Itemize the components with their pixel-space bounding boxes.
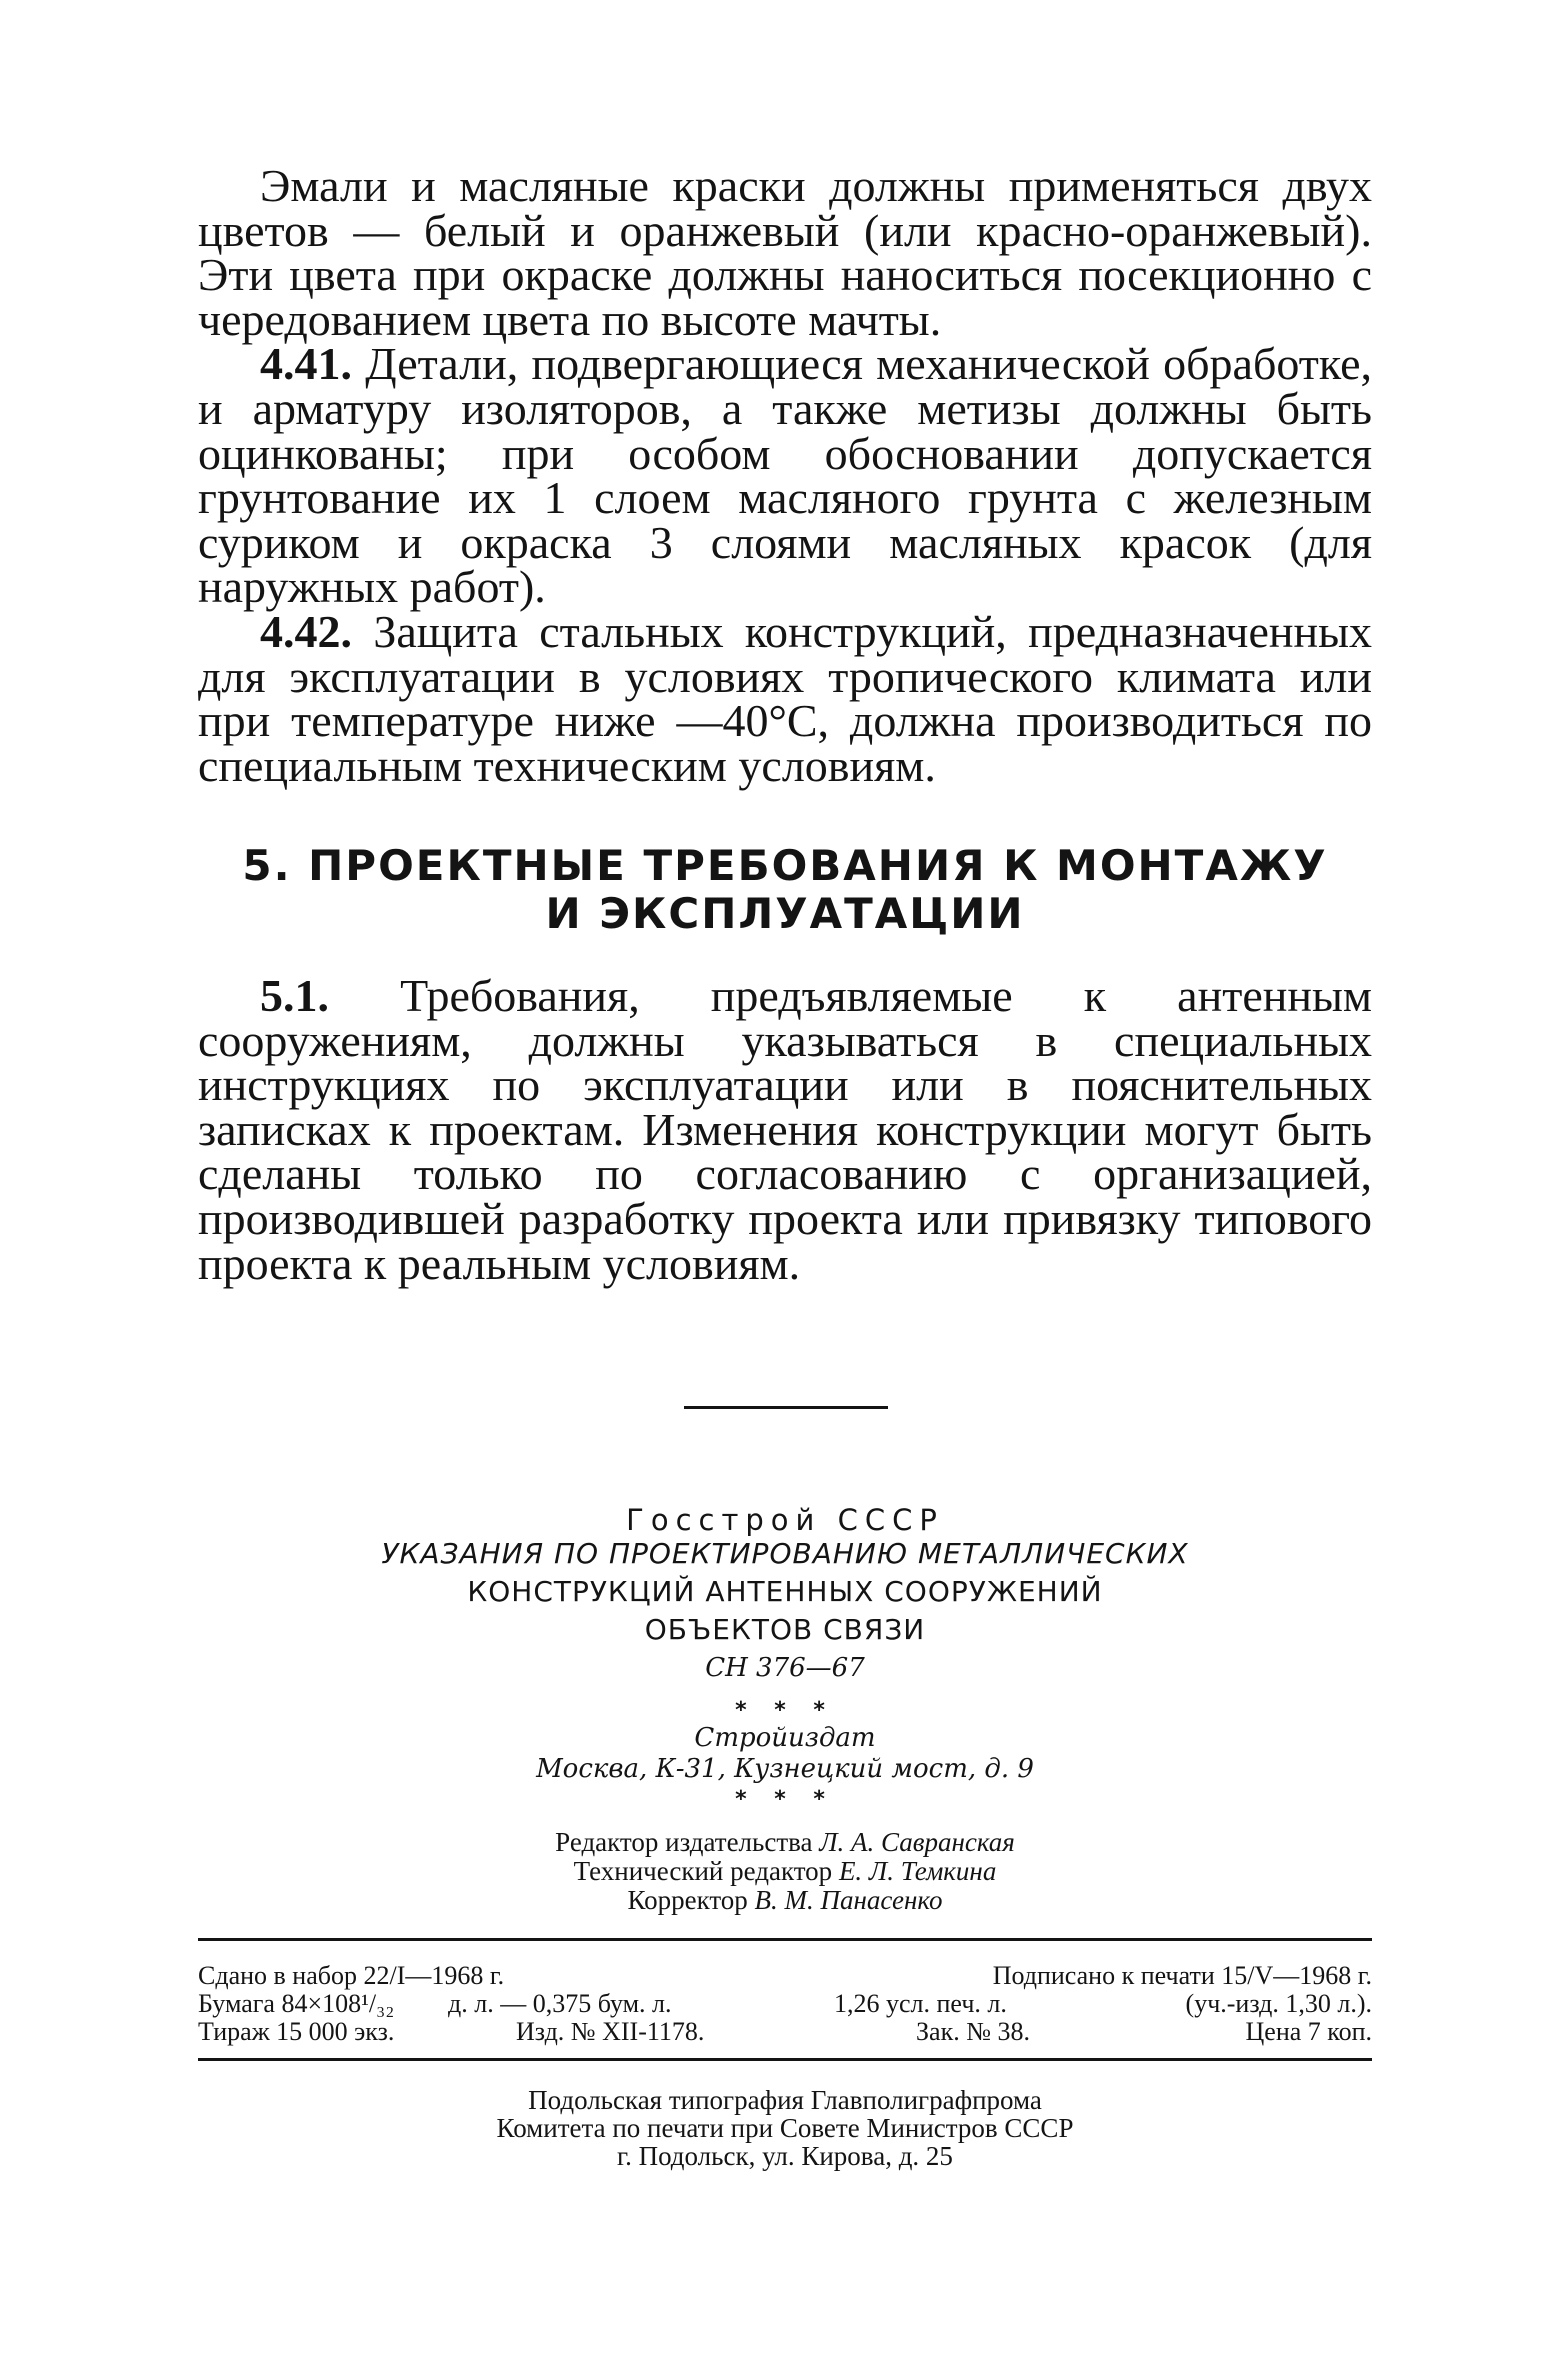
printer-line: Подольская типография Главполиграфпрома [528,2085,1042,2115]
imprint-publisher: Стройиздат [694,1723,876,1753]
clause-text: Детали, подвергающиеся механической обработке, и арматуру изоляторов, а также метизы должны быть оцинкованы; при особом обосновании допускается грунтование их 1 слоем масляного грунта с железным суриком и окраска 3 слоями масляных красок (для наружных работ). [198,338,1372,613]
clause-number: 4.42. [260,605,352,657]
credit-corrector [198,1886,1372,1915]
print-run: Тираж 15 000 экз. [198,2017,395,2046]
section-heading-line: И ЭКСПЛУАТАЦИИ [545,889,1025,938]
imprint-address: Москва, К-31, Кузнецкий мост, д. 9 [536,1754,1034,1784]
publisher-sheets: (уч.-изд. 1,30 л.). [1185,1989,1372,2018]
credit-label: Редактор издательства [555,1827,813,1857]
credit-editor [198,1828,1372,1857]
imprint-rule-bottom [198,2058,1372,2061]
paragraph-enamels: Эмали и масляные краски должны применяться двух цветов — белый и оранжевый (или красно-оранжевый). Эти цвета при окраске должны наноситься посекционно с чередованием цвета по высоте мачты. [198,160,1372,345]
section-heading-line: 5. ПРОЕКТНЫЕ ТРЕБОВАНИЯ К МОНТАЖУ [242,841,1328,890]
imprint-title-line: УКАЗАНИЯ ПО ПРОЕКТИРОВАНИЮ МЕТАЛЛИЧЕСКИХ [381,1537,1189,1570]
edition-number: Изд. № XII-1178. [516,2017,705,2046]
credit-name: В. М. Панасенко [754,1885,943,1915]
section-5-text [198,970,1372,1289]
credit-label: Корректор [627,1885,748,1915]
printer-line: г. Подольск, ул. Кирова, д. 25 [617,2141,953,2171]
paper-format: Бумага 84×108¹/₃₂ [198,1989,395,2018]
clause-number: 4.41. [260,338,352,390]
paragraph-4-41 [198,338,1372,613]
signed-date: Подписано к печати 15/V—1968 г. [992,1961,1372,1990]
credit-tech-editor [198,1857,1372,1886]
imprint-title-line: ОБЪЕКТОВ СВЯЗИ [644,1613,926,1646]
stars-separator: * * * [735,1698,835,1723]
divider-rule [684,1406,888,1409]
credit-name: Л. А. Савранская [819,1827,1015,1857]
printer-line: Комитета по печати при Совете Министров СССР [496,2113,1074,2143]
imprint-organization: Госстрой СССР [626,1503,944,1537]
imprint-rule-top [198,1938,1372,1941]
stars-separator: * * * [735,1787,835,1812]
section-5-heading [198,842,1372,938]
section-4-text [198,160,1372,791]
paragraph-4-42 [198,605,1372,791]
paragraph-5-1 [198,970,1372,1289]
imprint-document-code: СН 376—67 [705,1653,865,1683]
imprint-title-line: КОНСТРУКЦИЙ АНТЕННЫХ СООРУЖЕНИЙ [467,1575,1103,1608]
clause-text: Защита стальных конструкций, предназначенных для эксплуатации в условиях тропического климата или при температуре ниже —40°С, должна производиться по специальным техническим условиям. [198,605,1372,791]
clause-text: Требования, предъявляемые к антенным сооружениям, должны указываться в специальных инструкциях по эксплуатации или в пояснительных записках к проектам. Изменения конструкции могут быть сделаны только по согласованию с организацией, производившей разработку проекта или привязку типового проекта к реальным условиям. [198,970,1372,1289]
order-number: Зак. № 38. [916,2017,1031,2046]
price: Цена 7 коп. [1245,2017,1372,2046]
print-sheets: 1,26 усл. печ. л. [834,1989,1007,2018]
typeset-date: Сдано в набор 22/I—1968 г. [198,1961,505,1990]
clause-number: 5.1. [260,970,329,1021]
credit-name: Е. Л. Темкина [838,1856,997,1886]
paper-sheets: д. л. — 0,375 бум. л. [448,1989,672,2018]
credit-label: Технический редактор [573,1856,833,1886]
